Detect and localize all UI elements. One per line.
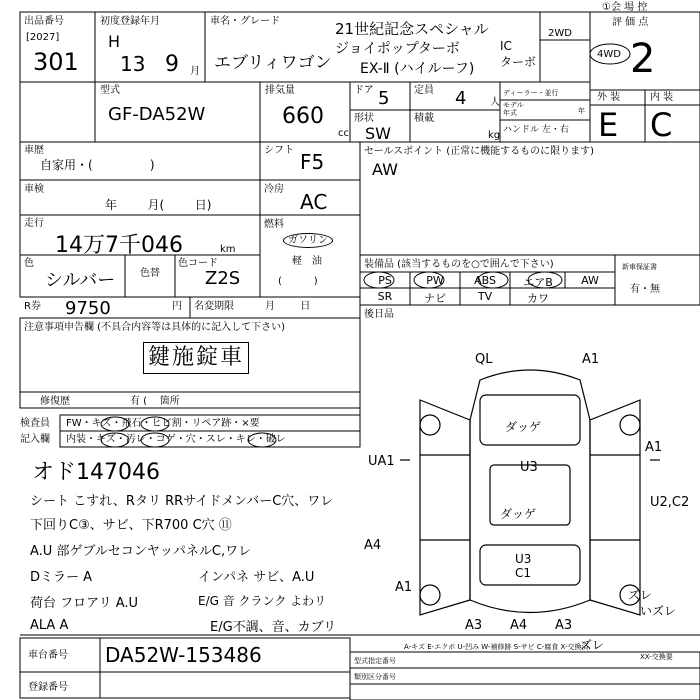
recycle-label: R券 [24, 301, 41, 312]
yen-unit: 円 [172, 301, 182, 312]
shift-value: F5 [300, 150, 325, 174]
mark-zure-bottom: ズレ [580, 638, 605, 652]
mini-label: 型式指定番号 [354, 657, 396, 665]
int-grade: C [650, 106, 673, 144]
color-change-label: 色替 [140, 268, 160, 279]
equip-ps: PS [378, 274, 392, 287]
equip-aw: AW [581, 274, 599, 287]
plate-label: 車台番号 [28, 650, 68, 661]
note-under: 下回りC③、サビ、下R700 C穴 ⑪ [30, 518, 232, 533]
cap-label: 定員 [414, 85, 434, 96]
lock-stamp: 鍵施錠車 [143, 342, 249, 374]
car-name: エブリィワゴン [214, 53, 332, 73]
after-items-label: 後日品 [364, 309, 394, 320]
note-au: A.U 部ゲブルセコンヤッパネルC,ワレ [30, 544, 252, 559]
type-label: 型式 [100, 85, 120, 96]
shape-label: 形状 [354, 113, 374, 124]
note-engine: E/G不調、音、カブリ [210, 620, 337, 635]
mark-a1-top: A1 [582, 352, 600, 367]
equip-leather: カワ [527, 292, 549, 305]
repair-value: 有 ( 箇所 [130, 396, 180, 407]
equip-tv: TV [477, 290, 493, 303]
color-code: Z2S [205, 268, 241, 289]
note-odo: オド147046 [32, 460, 160, 485]
equip-sr: SR [377, 290, 393, 303]
lot-number: 301 [33, 48, 79, 76]
shaken-value: 年 月( 日) [105, 198, 212, 212]
cap-value: 4 [455, 88, 467, 109]
equip-airbag: エアB [523, 276, 553, 289]
fuel-value: ガソリン [283, 233, 333, 248]
score-label: 評 価 点 [612, 17, 649, 28]
shift-label: シフト [264, 145, 294, 156]
note-dash: インパネ サビ、A.U [198, 570, 315, 585]
shape-value: SW [365, 124, 391, 143]
load-unit: kg [488, 130, 501, 141]
mark-dent-mid: ダッゲ [500, 507, 537, 521]
inspector-label: 検査員 [20, 418, 50, 429]
cap-unit: 人 [490, 97, 500, 108]
fuel-other: ( ) [278, 276, 318, 287]
grade-line1: 21世紀記念スペシャル [335, 20, 489, 38]
dealer-label: ディーラー・並行 [503, 89, 559, 97]
door-label: ドア [354, 85, 374, 96]
mark-ql: QL [475, 352, 493, 367]
equipment-label: 装備品 (該当するものを○で囲んで下さい) [364, 259, 554, 270]
int-label: 内 装 [650, 92, 674, 103]
note-seat: シート こすれ、Rタリ RRサイドメンバーC穴、ワレ [30, 494, 334, 509]
model-year-label: モデル 年式 [503, 101, 524, 117]
drive-4wd: 4WD [597, 49, 621, 60]
mark-a1-left: A1 [395, 580, 413, 595]
drive-2wd: 2WD [548, 28, 572, 39]
lot-sub: [2027] [26, 32, 60, 43]
recycle-value: 9750 [65, 298, 111, 319]
mark-u3-a: U3 [520, 460, 538, 475]
disp-value: 660 [282, 104, 324, 129]
shaken-label: 車検 [24, 184, 44, 195]
equip-pw: PW [426, 274, 444, 287]
regno-label: 登録番号 [28, 682, 68, 693]
warranty-label: 新車保証書 [622, 263, 657, 271]
mark-izure: いズレ [640, 604, 677, 618]
mark-c1: C1 [515, 566, 532, 580]
fuel-label: 燃料 [264, 219, 284, 230]
equip-abs: ABS [474, 274, 496, 287]
reg-month: 9 [165, 52, 179, 77]
type-value: GF-DA52W [108, 104, 206, 125]
note-cargo: 荷台 フロアリ A.U [30, 596, 139, 611]
model-year-unit: 年 [578, 107, 585, 115]
color-code-label: 色コード [178, 258, 218, 269]
load-label: 積載 [414, 113, 434, 124]
ext-label: 外 装 [597, 92, 621, 103]
color-label: 色 [24, 258, 34, 269]
ac-label: 冷房 [264, 184, 284, 195]
mini-label2: 類別区分番号 [354, 673, 396, 681]
note-ala: ALA A [30, 618, 69, 633]
legend2: XX-交換要 [640, 653, 673, 661]
mark-ua1: UA1 [368, 454, 395, 469]
mark-a3-right: A3 [555, 618, 573, 633]
inspector-row2: 内装・キズ・汚レ・コゲ・穴・スレ・キレ・破レ [66, 434, 286, 445]
mark-a1-right: A1 [645, 440, 663, 455]
disp-unit: cc [338, 128, 349, 139]
handle-label: ハンドル 左・右 [503, 125, 569, 135]
grade-line3: EX-Ⅱ (ハイルーフ) [360, 61, 475, 77]
repair-label: 修復歴 [40, 396, 70, 407]
ic-turbo: IC ターボ [500, 39, 537, 69]
notes-title: 注意事項申告欄 (不具合内容等は具体的に記入して下さい) [24, 322, 285, 333]
mark-dent-top: ダッゲ [505, 420, 542, 434]
ac-value: AC [300, 190, 328, 214]
mileage-value: 14万7千046 [55, 233, 183, 258]
chassis-number: DA52W-153486 [105, 643, 262, 667]
note-mirror: Dミラー A [30, 570, 93, 585]
lot-label: 出品番号 [24, 16, 64, 27]
equip-navi: ナビ [424, 292, 446, 305]
use-value: 自家用・( ) [40, 158, 155, 172]
grade-line2: ジョイポップターボ [335, 41, 460, 57]
ext-grade: E [598, 106, 619, 144]
mark-a4-bottom: A4 [510, 618, 528, 633]
month-unit: 月 [190, 66, 200, 77]
mileage-label: 走行 [24, 218, 44, 229]
mark-u2c2: U2,C2 [650, 495, 690, 510]
venue-label: ①会 場 控 [602, 2, 648, 13]
sales-value: AW [372, 160, 398, 179]
mark-u3-b: U3 [515, 552, 532, 566]
reg-year: 13 [120, 52, 146, 76]
era: H [108, 32, 121, 51]
inspector-row1: FW・キズ・飛石・ヒビ割・リペア跡・×要 [66, 418, 260, 429]
disp-label: 排気量 [265, 85, 295, 96]
reg-label: 初度登録年月 [100, 16, 160, 27]
fuel-diesel: 軽 油 [292, 256, 322, 267]
score-value: 2 [630, 36, 656, 82]
door-value: 5 [378, 88, 390, 109]
mark-a3-left: A3 [465, 618, 483, 633]
mark-a4: A4 [364, 538, 382, 553]
warranty-value: 有・無 [630, 284, 660, 295]
legend: A-キズ E-エクボ U-凹み W-補修跡 S-サビ C-腐食 X-交換済 [404, 643, 589, 651]
mark-zure-right: ズレ [628, 588, 653, 602]
name-change-label: 名変期限 [194, 301, 234, 312]
model-label: 車名・グレード [210, 16, 280, 27]
sales-label: セールスポイント (正常に機能するものに限ります) [364, 146, 595, 157]
note-engine-noise: E/G 音 クランク よわリ [198, 594, 327, 608]
use-label: 車歴 [24, 145, 44, 156]
entry-label: 記入欄 [20, 434, 50, 445]
color-value: シルバー [45, 270, 116, 291]
name-change-value: 月 日 [265, 301, 311, 312]
km-unit: km [220, 244, 236, 255]
